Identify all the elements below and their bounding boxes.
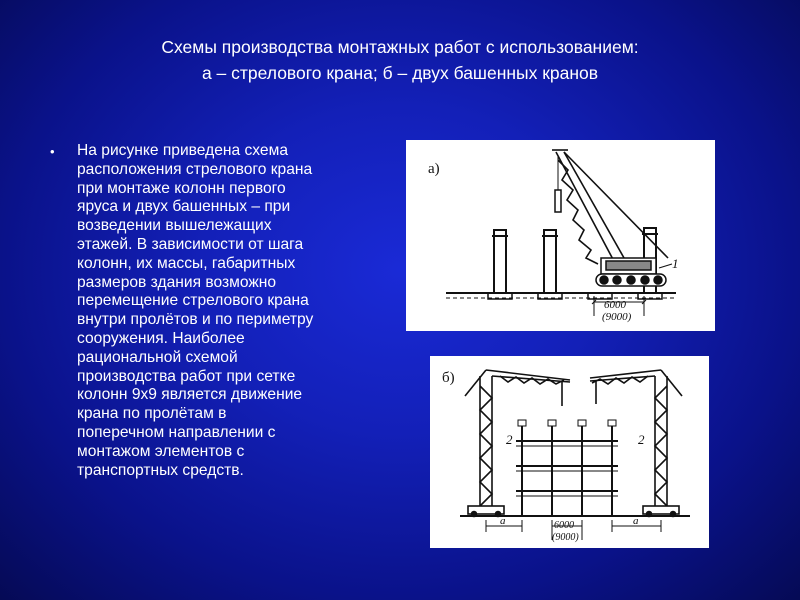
paragraph-line: поперечном направлении с — [77, 423, 276, 441]
paragraph-line: монтажом элементов с — [77, 442, 245, 460]
paragraph-line: возведении вышележащих — [77, 217, 272, 235]
figure-tower-cranes — [430, 356, 709, 548]
crane-callout: 1 — [672, 256, 679, 271]
bullet-marker: • — [50, 144, 55, 159]
paragraph-line: На рисунке приведена схема — [77, 142, 288, 159]
crane-boom — [552, 150, 668, 265]
figure-a-label: а) — [428, 161, 440, 177]
paragraph-line: перемещение стрелового крана — [77, 292, 309, 310]
dimension-alt: (9000) — [602, 311, 632, 323]
paragraph-line: при монтаже колонн первого — [77, 179, 286, 197]
paragraph-line: размеров здания возможно — [77, 273, 277, 291]
left-tower-crane — [465, 370, 570, 517]
paragraph-line: колонн, их массы, габаритных — [77, 254, 296, 272]
paragraph-line: рациональной схемой — [77, 348, 238, 366]
figure-b-label: б) — [442, 370, 455, 386]
crane-body — [596, 258, 666, 286]
paragraph-line: сооружения. Наиболее — [77, 329, 245, 347]
right-crane-callout: 2 — [638, 432, 645, 447]
dimension-alt: (9000) — [552, 532, 579, 543]
dimension-a-right: а — [633, 515, 639, 527]
paragraph-line: транспортных средств. — [77, 461, 244, 479]
dimension-main: 6000 — [604, 299, 626, 311]
left-crane-callout: 2 — [506, 432, 513, 447]
callout-leader — [659, 264, 672, 268]
dimension-main: 6000 — [554, 520, 574, 531]
paragraph-line: колонн 9х9 является движение — [77, 386, 303, 404]
paragraph-line: этажей. В зависимости от шага — [77, 235, 304, 253]
paragraph-line: расположения стрелового крана — [77, 160, 313, 178]
slide-title — [0, 34, 800, 86]
paragraph-line: крана по пролётам в — [77, 405, 227, 423]
bullet-paragraph — [77, 142, 397, 480]
paragraph-line: производства работ при сетке — [77, 367, 296, 385]
tower-cranes-drawing — [430, 356, 709, 548]
paragraph-line: яруса и двух башенных – при — [77, 198, 291, 216]
frame-details — [516, 420, 618, 496]
paragraph-line: внутри пролётов и по периметру — [77, 311, 314, 329]
title-line-1: Схемы производства монтажных работ с использованием: — [161, 37, 639, 57]
jib-crane-drawing — [406, 140, 715, 331]
right-tower-crane — [590, 370, 682, 517]
dimension-a-left: а — [500, 515, 506, 527]
hanging-column — [555, 190, 561, 212]
title-line-2: а – стрелового крана; б – двух башенных кранов — [201, 63, 599, 83]
figure-jib-crane — [406, 140, 715, 331]
